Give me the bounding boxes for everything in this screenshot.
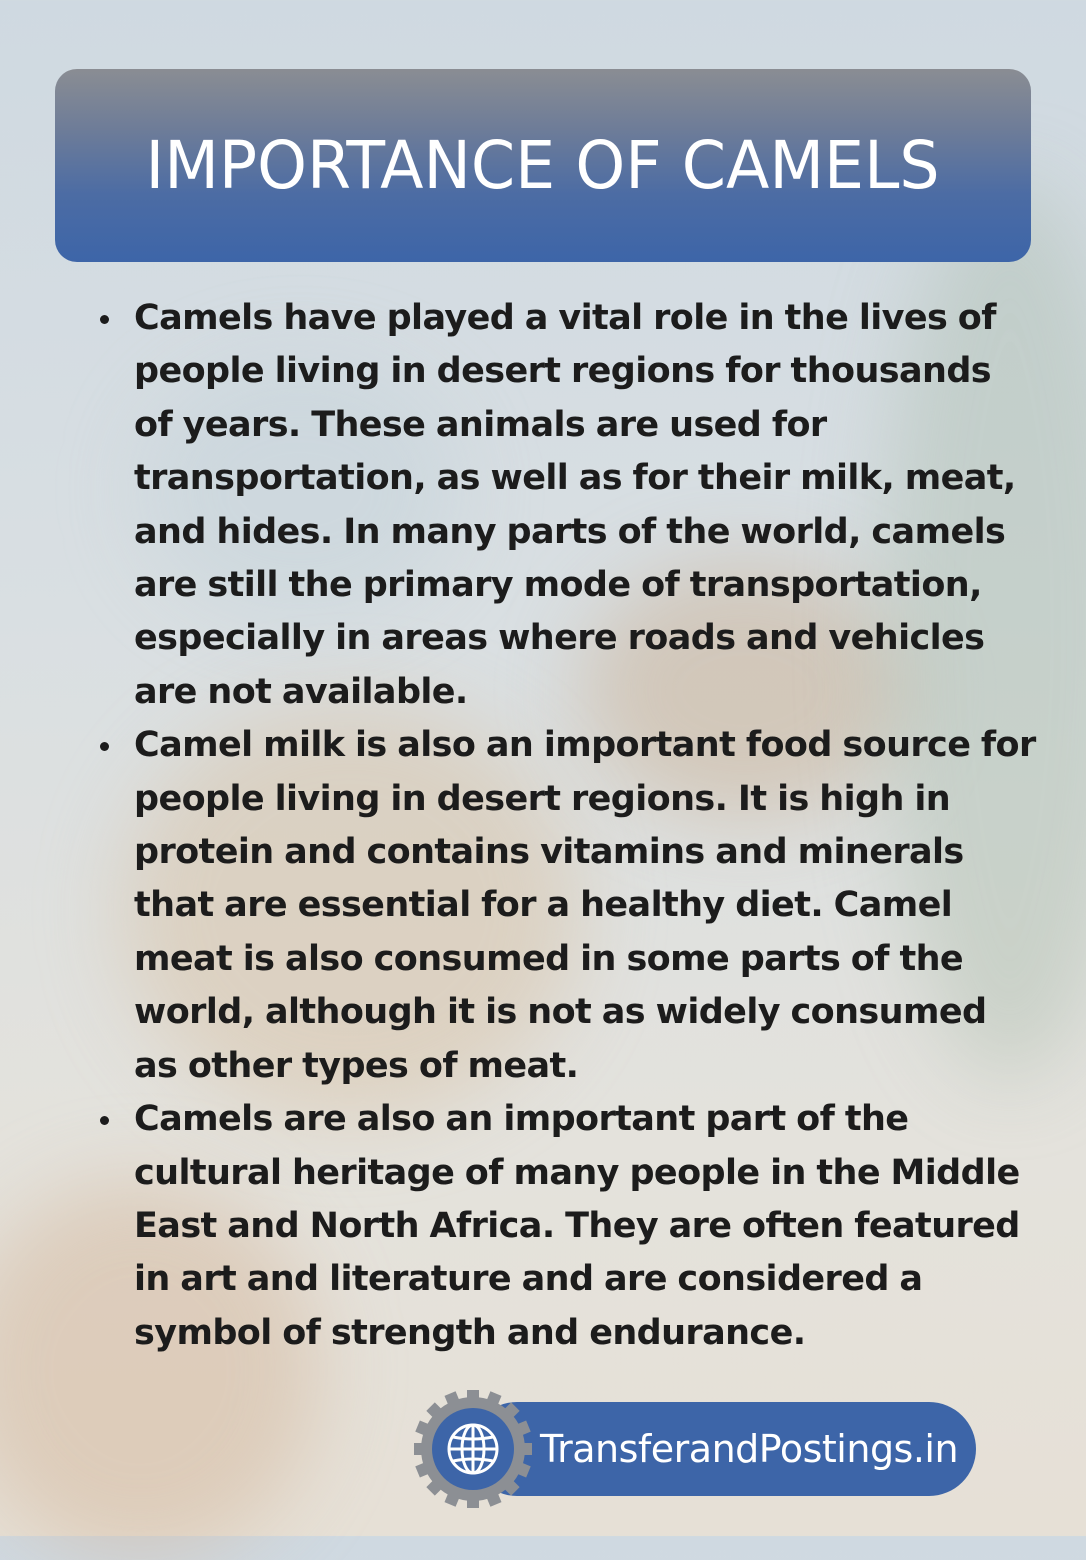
bullet-line: Camels have played a vital role in the lives of: [134, 298, 996, 338]
bullet-dot: [100, 1116, 109, 1125]
bullet-line: that are essential for a healthy diet. Camel: [134, 885, 953, 926]
bullet-line: people living in desert regions. It is high in: [134, 778, 951, 819]
bullet-list: [96, 292, 1036, 1360]
bullet-line: transportation, as well as for their milk, meat,: [134, 458, 1016, 499]
bullet-line: Camel milk is also an important food source for: [134, 725, 1036, 766]
bullet-line: cultural heritage of many people in the Middle: [134, 1152, 1020, 1193]
bullet-line: as other types of meat.: [134, 1045, 579, 1086]
bullet-line: of years. These animals are used for: [134, 404, 827, 445]
bullet-line: East and North Africa. They are often featured: [134, 1205, 1020, 1246]
bullet-line: are not available.: [134, 671, 468, 712]
bullet-line: meat is also consumed in some parts of the: [134, 938, 964, 979]
website-link[interactable]: TransferandPostings.in: [540, 1427, 959, 1471]
page-title: IMPORTANCE OF CAMELS: [145, 127, 941, 204]
bullet-line: protein and contains vitamins and minerals: [134, 832, 964, 873]
bullet-line: world, although it is not as widely consumed: [134, 992, 987, 1033]
gear-icon: [414, 1390, 532, 1508]
bullet-item-milk: [96, 719, 1036, 1093]
bullet-line: in art and literature and are considered a: [134, 1259, 923, 1300]
bullet-line: especially in areas where roads and vehicles: [134, 618, 985, 659]
content-area: [96, 292, 1036, 1360]
bullet-line: Camels are also an important part of the: [134, 1099, 909, 1140]
title-banner: [55, 69, 1031, 262]
bullet-line: are still the primary mode of transportation,: [134, 565, 982, 606]
globe-icon: [449, 1425, 497, 1473]
bullet-dot: [100, 742, 109, 751]
bullet-item-heritage: [96, 1093, 1036, 1360]
bullet-line: and hides. In many parts of the world, camels: [134, 511, 1006, 552]
bullet-item-roles: [96, 292, 1036, 719]
bullet-line: symbol of strength and endurance.: [134, 1312, 806, 1353]
bullet-line: people living in desert regions for thousands: [134, 351, 992, 392]
bullet-dot: [100, 315, 109, 324]
